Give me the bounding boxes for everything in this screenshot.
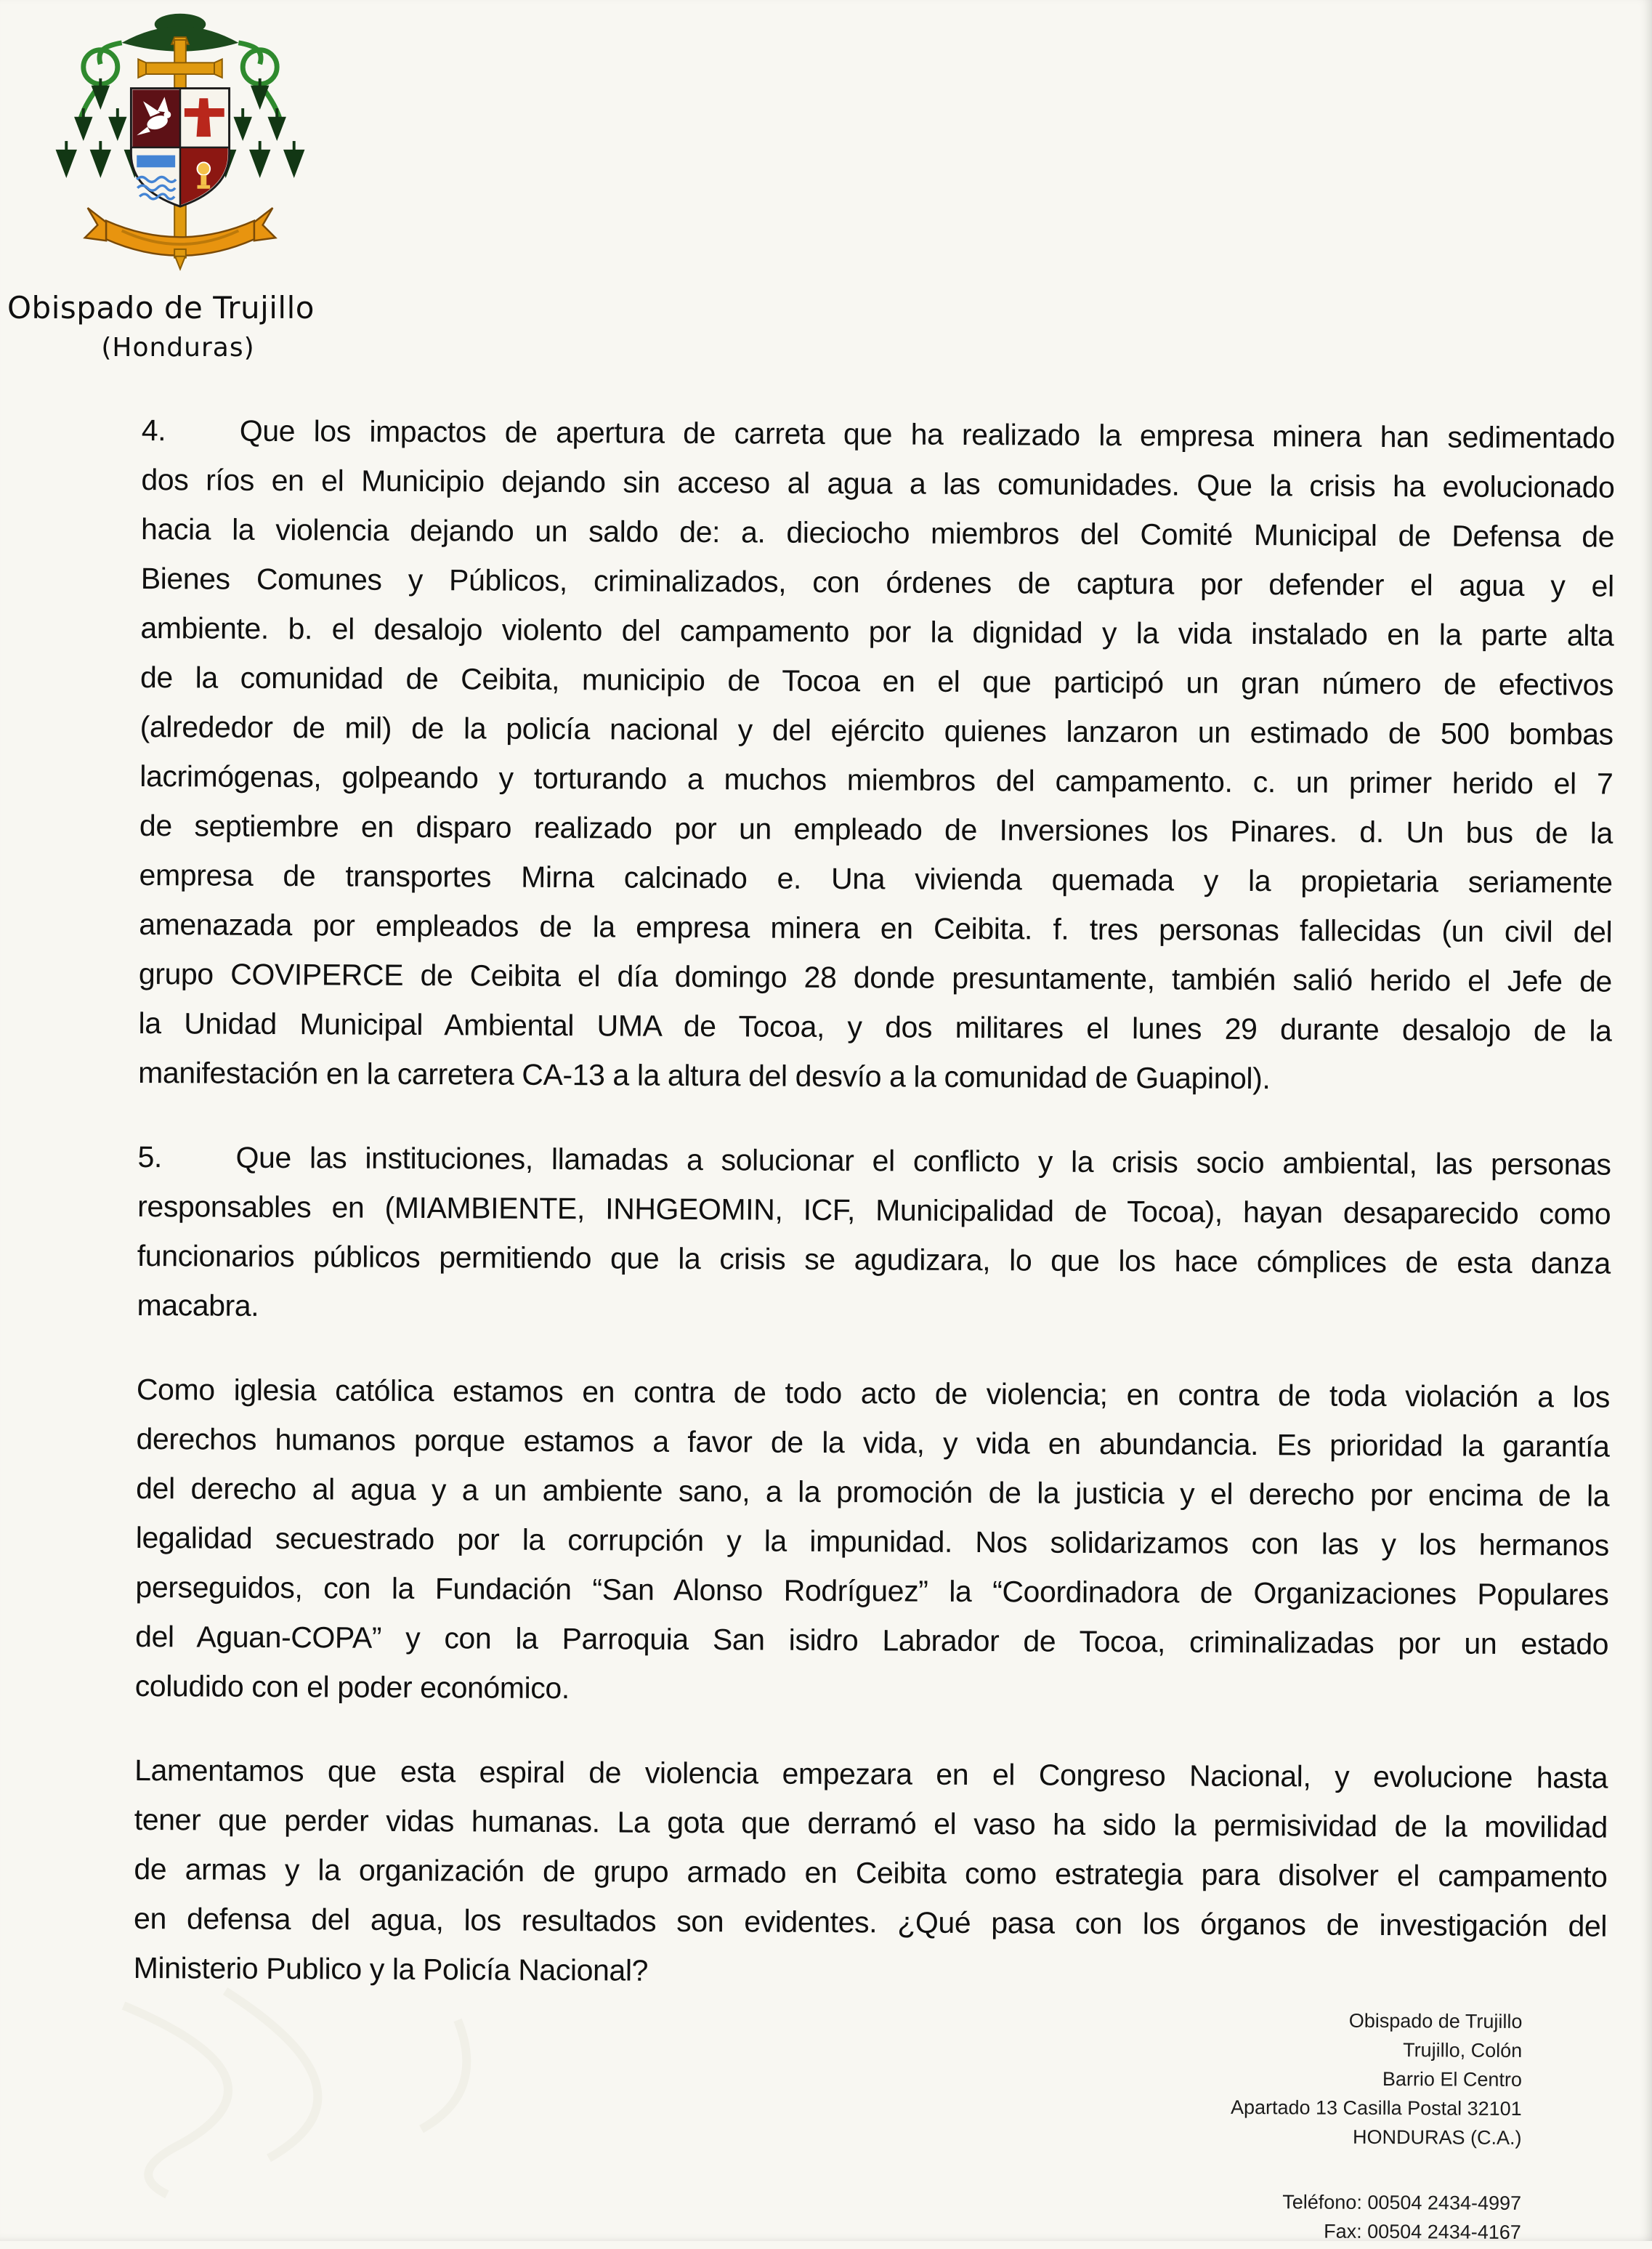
address-block bbox=[1231, 2006, 1523, 2152]
text-line: de septiembre en disparo realizado por un empleado de Inversiones los Pinares. d. Un bus de la bbox=[139, 809, 1613, 850]
text-line: derechos humanos porque estamos a favor de la vida, y vida en abundancia. Es prioridad la garantía bbox=[136, 1422, 1610, 1463]
text-line: Lamentamos que esta espiral de violencia empezara en el Congreso Nacional, y evolucione hasta bbox=[134, 1753, 1608, 1795]
text-line: lacrimógenas, golpeando y torturando a muchos miembros del campamento. c. un primer herido el 7 bbox=[139, 759, 1613, 801]
contact-block bbox=[1230, 2187, 1521, 2247]
text-line: coludido con el poder económico. bbox=[134, 1669, 570, 1705]
paragraph bbox=[138, 405, 1615, 1105]
text-line: Barrio El Centro bbox=[1382, 2068, 1523, 2091]
organization-country: (Honduras) bbox=[101, 333, 255, 363]
text-line: grupo COVIPERCE de Ceibita el día domingo 28 donde presuntamente, también salió herido el Jefe de bbox=[138, 957, 1613, 998]
text-line: Ministerio Publico y la Policía Nacional? bbox=[133, 1950, 649, 1987]
text-line: la Unidad Municipal Ambiental UMA de Tocoa, y dos militares el lunes 29 durante desalojo de la bbox=[138, 1006, 1612, 1048]
paragraph-number: 4. bbox=[141, 413, 166, 448]
text-line: del Aguan-COPA” y con la Parroquia San isidro Labrador de Tocoa, criminalizadas por un estado bbox=[135, 1620, 1609, 1661]
letter-body bbox=[133, 405, 1615, 2035]
text-line: Obispado de Trujillo bbox=[1348, 2009, 1523, 2033]
text-line: de armas y la organización de grupo armado en Ceibita como estrategia para disolver el campamento bbox=[134, 1852, 1608, 1894]
text-line: (alrededor de mil) de la policía nacional y del ejército quienes lanzaron un estimado de 500 bombas bbox=[139, 710, 1613, 751]
paragraph-number: 5. bbox=[137, 1140, 163, 1174]
text-line: HONDURAS (C.A.) bbox=[1352, 2125, 1522, 2149]
text-line: Bienes Comunes y Públicos, criminalizados, con órdenes de captura por defender el agua y el bbox=[140, 562, 1614, 603]
text-line: Como iglesia católica estamos en contra de todo acto de violencia; en contra de toda violación a los bbox=[136, 1373, 1611, 1414]
text-line: responsables en (MIAMBIENTE, INHGEOMIN, ICF, Municipalidad de Tocoa), hayan desaparecido como bbox=[137, 1190, 1611, 1231]
text-line: hacia la violencia dejando un saldo de: a. dieciocho miembros del Comité Municipal de Defensa de bbox=[140, 512, 1615, 554]
text-line: del derecho al agua y a un ambiente sano, a la promoción de la justicia y el derecho por encima de la bbox=[136, 1471, 1610, 1513]
text-line: Trujillo, Colón bbox=[1403, 2039, 1523, 2062]
text-line: legalidad secuestrado por la corrupción y la impunidad. Nos solidarizamos con las y los hermanos bbox=[135, 1521, 1609, 1562]
paragraph bbox=[135, 1365, 1610, 1719]
text-line: Teléfono: 00504 2434-4997 bbox=[1282, 2191, 1522, 2215]
text-line: tener que perder vidas humanas. La gota que derramó el vaso ha sido la permisividad de la movilidad bbox=[134, 1802, 1608, 1844]
text-line: 4. Que los impactos de apertura de carreta que ha realizado la empresa minera han sedimentado bbox=[142, 405, 1615, 463]
text-line: ambiente. b. el desalojo violento del campamento por la dignidad y la vida instalado en la parte alta bbox=[140, 611, 1614, 653]
text-line: macabra. bbox=[137, 1288, 259, 1323]
text-line: Apartado 13 Casilla Postal 32101 bbox=[1230, 2096, 1522, 2120]
text-line: dos ríos en el Municipio dejando sin acceso al agua a las comunidades. Que la crisis ha evolucionado bbox=[141, 463, 1615, 504]
text-line: Fax: 00504 2434-4167 bbox=[1324, 2220, 1521, 2244]
paragraph bbox=[137, 1132, 1611, 1338]
text-line: empresa de transportes Mirna calcinado e. Una vivienda quemada y la propietaria seriamente bbox=[139, 858, 1613, 900]
text-line: amenazada por empleados de la empresa minera en Ceibita. f. tres personas fallecidas (un civil del bbox=[139, 908, 1613, 949]
organization-name: Obispado de Trujillo bbox=[7, 290, 315, 326]
letter-footer bbox=[1230, 2006, 1523, 2247]
text-line: en defensa del agua, los resultados son evidentes. ¿Qué pasa con los órganos de investigación del bbox=[133, 1901, 1608, 1943]
paragraph bbox=[134, 1745, 1608, 2000]
text-line: funcionarios públicos permitiendo que la crisis se agudizara, lo que los hace cómplices de esta danza bbox=[137, 1239, 1611, 1280]
text-line: de la comunidad de Ceibita, municipio de Tocoa en el que participó un gran número de efectivos bbox=[139, 661, 1614, 702]
text-line: 5. Que las instituciones, llamadas a solucionar el conflicto y la crisis socio ambiental, las personas bbox=[137, 1132, 1611, 1190]
text-line: manifestación en la carretera CA-13 a la altura del desvío a la comunidad de Guapinol). bbox=[138, 1056, 1271, 1096]
text-line: perseguidos, con la Fundación “San Alonso Rodríguez” la “Coordinadora de Organizaciones Populares bbox=[135, 1570, 1609, 1612]
